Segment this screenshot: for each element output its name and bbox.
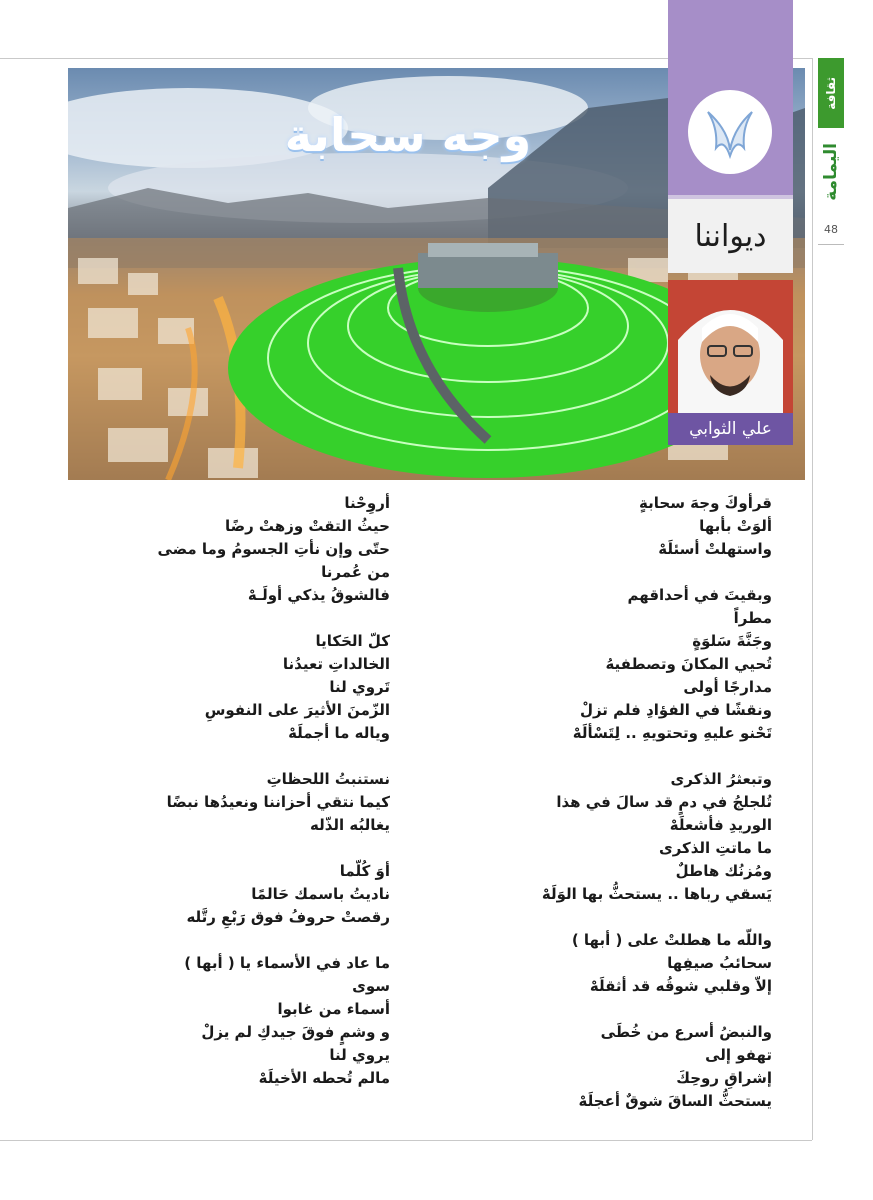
- poem-line: إشراقِ روحِكَ: [676, 1069, 772, 1087]
- poem-line: حيثُ التقتْ وزهتْ رضًا: [224, 517, 390, 535]
- poem-line: سحائبُ صيفِها: [667, 954, 772, 972]
- stanza-gap: [60, 745, 390, 768]
- poem-line: ومُزنُك هاطلٌ: [675, 862, 772, 880]
- stanza-gap: [430, 745, 772, 768]
- poem-line: نستنبتُ اللحظاتِ: [266, 770, 390, 788]
- poem-line: قرأوكَ وجهَ سحابةٍ: [639, 494, 772, 512]
- side-section-label: ثقافة: [824, 76, 838, 110]
- poem-line: من عُمرنا: [321, 563, 390, 581]
- poem-line: ما عاد في الأسماء يا ( أبها ): [184, 954, 390, 972]
- poem-line: تُلجلجُ في دمٍ قد سالَ في هذا: [556, 793, 772, 811]
- poem-line: مطراً: [733, 609, 772, 627]
- poem-line: ألوَتْ بأبها: [699, 517, 772, 535]
- poem-line: تُحيي المكانَ وتصطفيهُ: [605, 655, 772, 673]
- page-number-rule: [818, 244, 844, 245]
- section-label: ديواننا: [694, 218, 767, 254]
- author-name: علي الثوابي: [689, 419, 772, 439]
- side-section-tab: [818, 58, 844, 128]
- poem-title: وجه سحابة: [284, 108, 532, 162]
- poem-line: كلّ الحَكايا: [315, 632, 390, 650]
- poem-line: الوريدِ فأشعلَهْ: [669, 816, 772, 834]
- section-label-box: [668, 195, 793, 273]
- poem-line: تَحْنو عليهِ وتحتويهِ .. لِتَسْألَهْ: [572, 724, 772, 742]
- frame-right-rule: [812, 58, 813, 1140]
- stanza-gap: [430, 906, 772, 929]
- author-name-bar: [668, 413, 793, 445]
- magazine-logo: [818, 134, 844, 210]
- poem-line: واللّه ما هطلتْ على ( أبها ): [571, 931, 772, 949]
- poem-line: والنبضُ أسرع من خُطَى: [600, 1023, 772, 1041]
- poem-line: يروي لنا: [329, 1046, 390, 1064]
- poem-line: سوى: [352, 977, 390, 995]
- poem-line: ونقشًا في الفؤادِ فلم تزلْ: [579, 701, 772, 719]
- poem-line: وتبعثرُ الذكرى: [670, 770, 772, 788]
- poem-line: مالم تُحطه الأخيلَهْ: [258, 1069, 390, 1087]
- section-logo: [688, 90, 772, 174]
- poem-line: حتّى وإن نأتِ الجسومُ وما مضى: [157, 540, 390, 558]
- stanza-gap: [430, 998, 772, 1021]
- stanza-gap: [430, 561, 772, 584]
- stanza-gap: [60, 837, 390, 860]
- poem-line: واستهلتْ أسئلَهْ: [658, 540, 772, 558]
- poem-line: أسماء من غابوا: [277, 1000, 390, 1018]
- stanza-gap: [60, 607, 390, 630]
- page-number: 48: [824, 223, 838, 236]
- poem-line: مدارجًا أولى: [683, 678, 772, 696]
- poem-line: يغالبُه الذّله: [310, 816, 390, 834]
- poem-line: إلاّ وقلبي شوقُه قد أثقلَهْ: [589, 977, 772, 995]
- frame-bottom-rule: [0, 1140, 812, 1141]
- poem-line: فالشوقُ يذكي أولَـهْ: [247, 586, 390, 604]
- poem-line: يَسقي رباها .. يستحثُّ بها الوَلَهْ: [541, 885, 772, 903]
- magazine-name: اليمامة: [821, 143, 841, 201]
- poem-line: الخالداتِ تعيدُنا: [282, 655, 390, 673]
- poem-column-right: [430, 492, 772, 1113]
- poem-column-left: [60, 492, 390, 1090]
- poem-line: ما ماتتِ الذكرى: [658, 839, 772, 857]
- poem-line: و وشمٍ فوقَ جيدكِ لم يزلْ: [201, 1023, 390, 1041]
- poem-line: تهفو إلى: [705, 1046, 772, 1064]
- poem-line: ناديتُ باسمك حَالمًا: [251, 885, 390, 903]
- poem-line: وبقيتَ في أحداقهم: [627, 586, 772, 604]
- poem-line: وياله ما أجملَهْ: [288, 724, 390, 742]
- stanza-gap: [60, 929, 390, 952]
- dove-icon: [688, 90, 772, 174]
- poem-line: رقصتْ حروفُ فوق رَبْعِ رتَّله: [186, 908, 390, 926]
- poem-line: كيما نتقي أحزاننا ونعيدُها نبضًا: [166, 793, 390, 811]
- poem-line: الزّمنَ الأثيرَ على النفوسِ: [204, 701, 390, 719]
- poem-line: تَروي لنا: [329, 678, 390, 696]
- poem-line: وجَنَّةَ سَلوَةٍ: [692, 632, 772, 650]
- poem-line: أروِحْنا: [344, 494, 390, 512]
- poem-line: أوَ كُلّما: [339, 862, 390, 880]
- poem-line: يستحثُّ الساقَ شوقٌ أعجلَهْ: [578, 1092, 772, 1110]
